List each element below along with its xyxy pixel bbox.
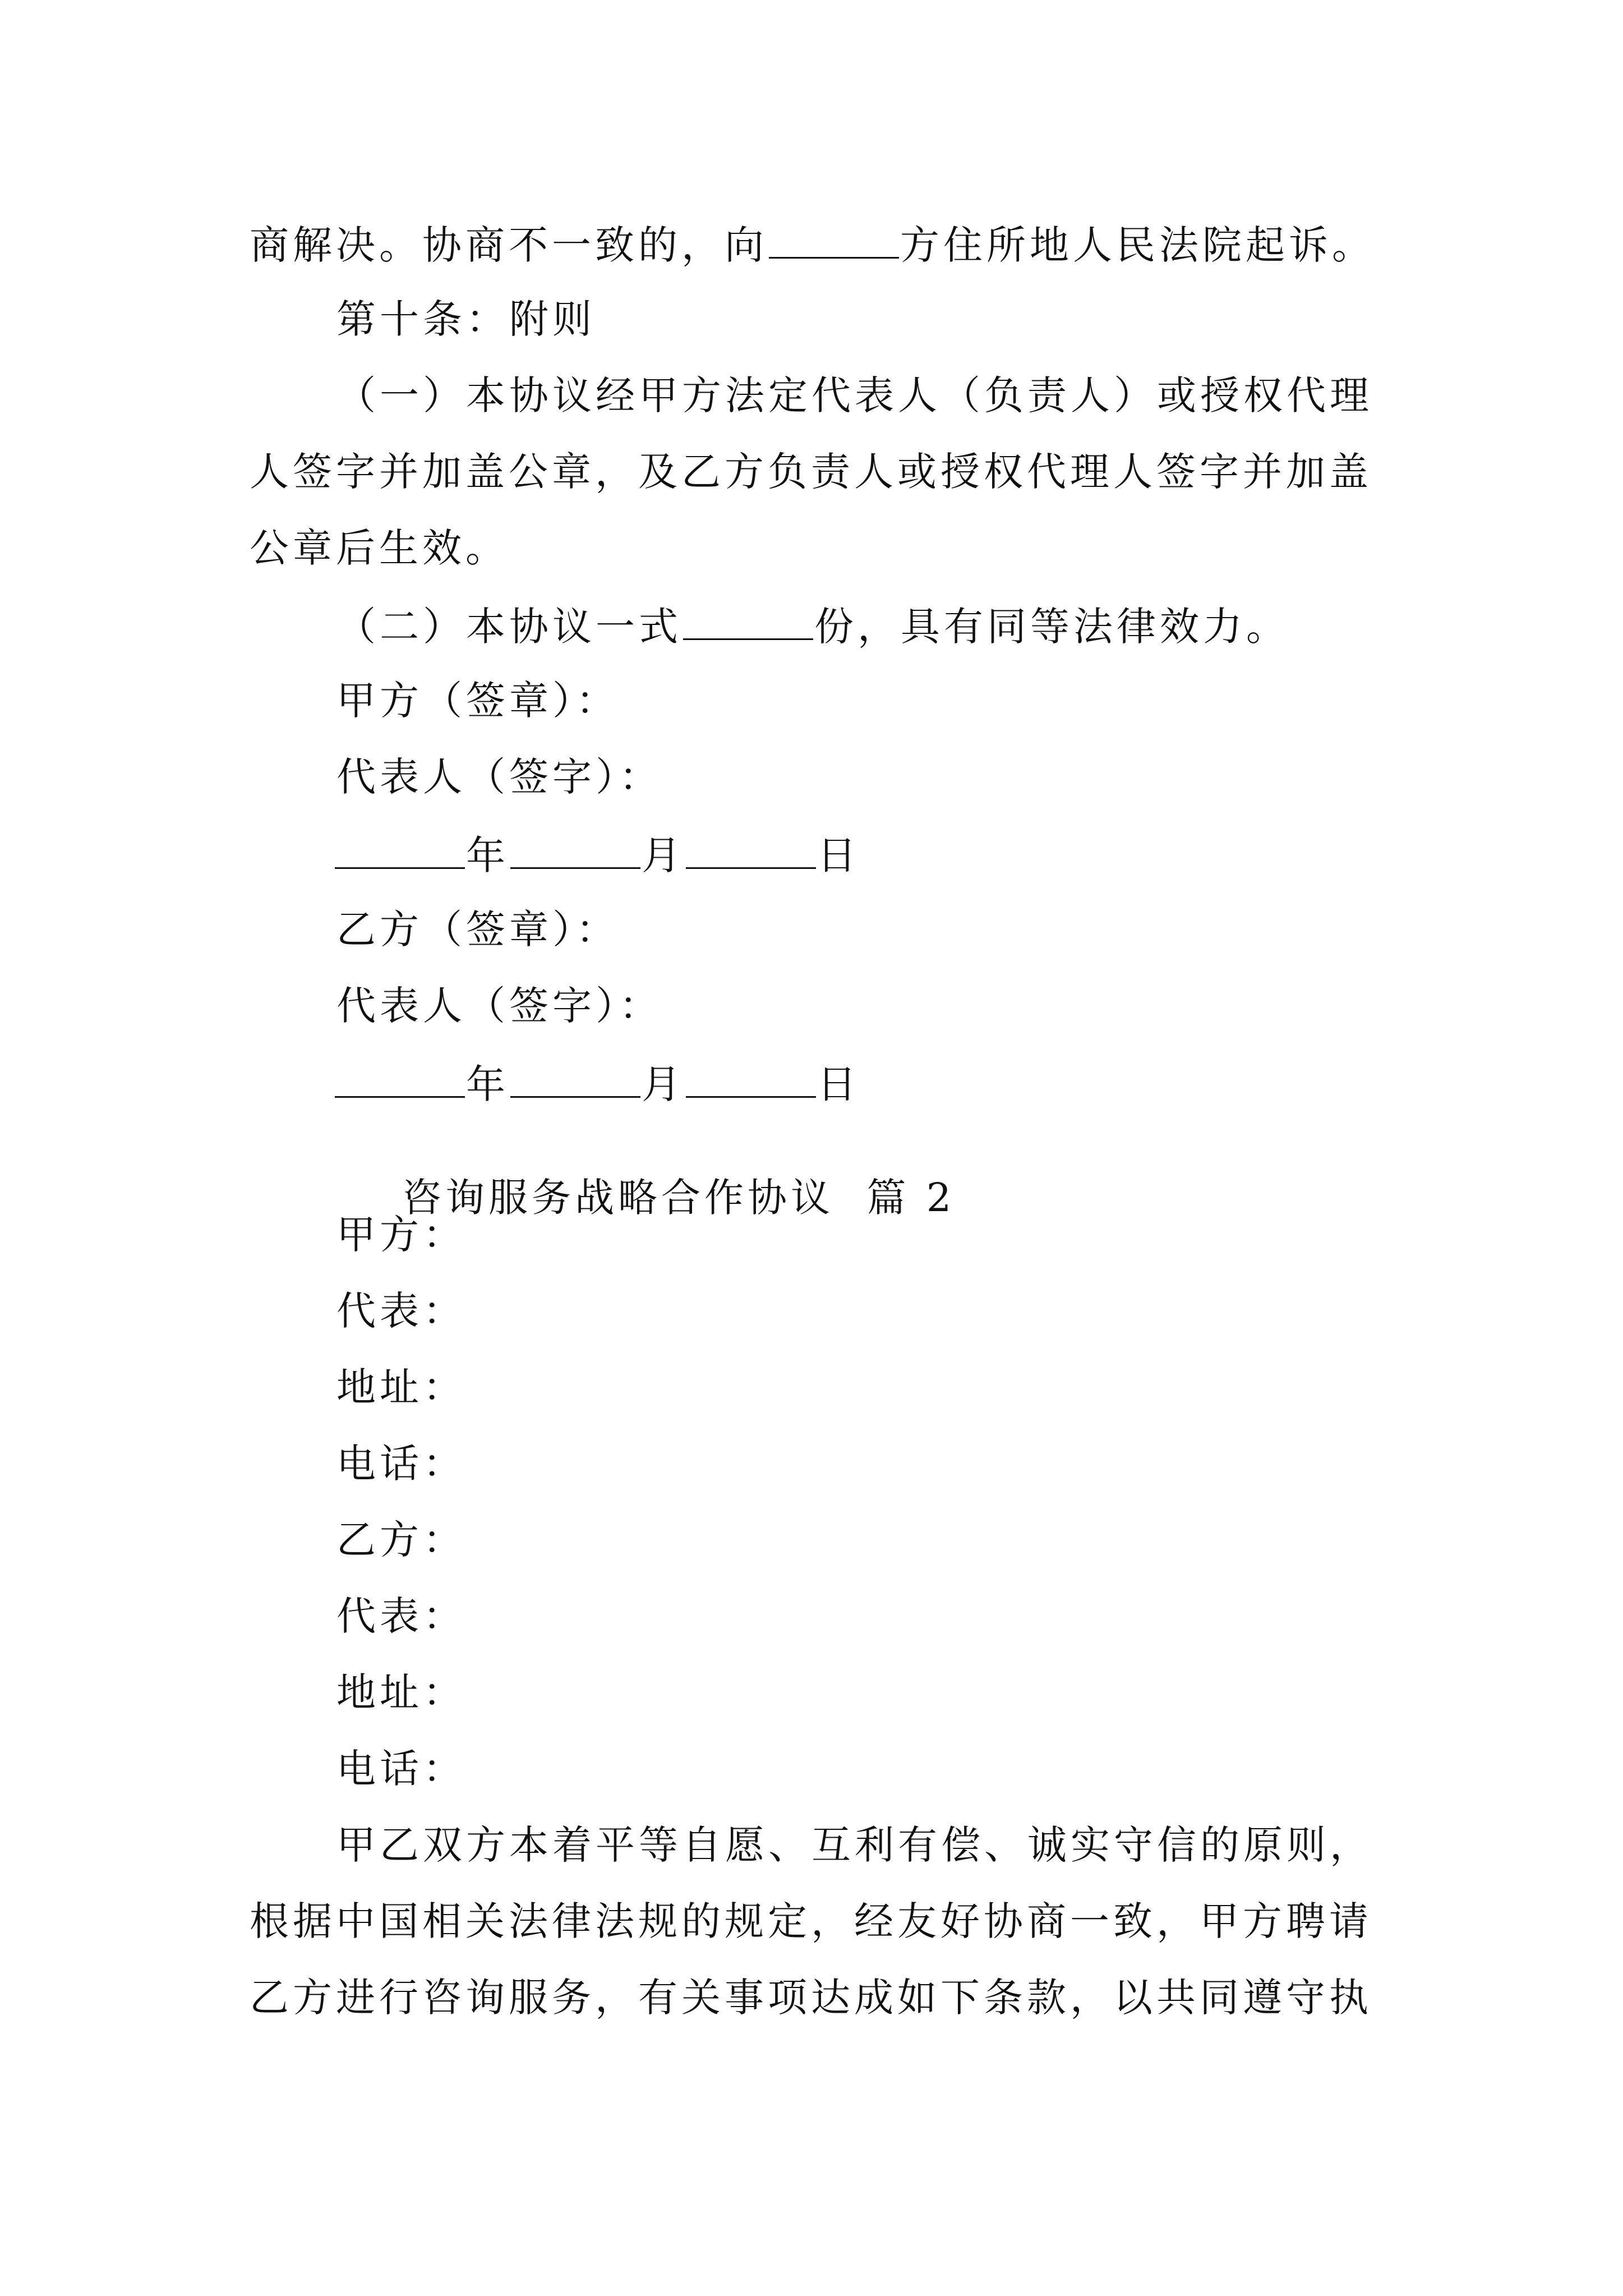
party-field	[336, 1593, 466, 1639]
day-label: 日	[817, 832, 860, 878]
paragraph-line	[250, 525, 509, 571]
text: 乙方：	[336, 1517, 466, 1563]
text: 甲方：	[336, 1212, 466, 1258]
text: 份，具有同等法律效力。	[814, 604, 1289, 650]
fill-in-blank	[510, 1062, 640, 1098]
text: 代表人（签字）：	[336, 754, 662, 800]
text: 代表人（签字）：	[336, 983, 662, 1029]
fill-in-blank	[686, 1062, 816, 1098]
text: 咨询服务战略合作协议 篇 2	[402, 1175, 956, 1221]
text: 地址：	[336, 1364, 466, 1410]
fill-in-blank	[769, 223, 899, 259]
text: 甲乙双方本着平等自愿、互利有偿、诚实守信的原则，	[336, 1822, 1373, 1868]
paragraph-line	[250, 449, 1372, 495]
text: 乙方（签章）：	[336, 907, 619, 953]
fill-in-blank	[335, 1062, 465, 1098]
fill-in-blank	[335, 834, 465, 869]
party-field	[336, 1364, 466, 1410]
party-field	[336, 1441, 466, 1487]
text: 地址：	[336, 1669, 466, 1715]
text: 人签字并加盖公章，及乙方负责人或授权代理人签字并加盖	[250, 449, 1372, 495]
signature-label	[336, 754, 662, 800]
paragraph-line	[336, 372, 1373, 418]
party-field	[336, 1669, 466, 1715]
party-field	[336, 1517, 466, 1563]
date-line	[334, 1061, 860, 1107]
month-label: 月	[642, 832, 685, 878]
text: 甲方（签章）：	[336, 678, 619, 724]
paragraph-line	[250, 1898, 1372, 1944]
party-field	[336, 1212, 466, 1258]
fill-in-blank	[510, 834, 640, 869]
text: 方住所地人民法院起诉。	[900, 222, 1375, 268]
day-label: 日	[817, 1061, 860, 1107]
year-label: 年	[466, 1061, 509, 1107]
text: 代表：	[336, 1593, 466, 1639]
fill-in-blank	[683, 605, 813, 640]
text: （二）本协议一式	[336, 604, 682, 650]
paragraph-line	[336, 1822, 1373, 1868]
paragraph-line	[250, 1975, 1372, 2021]
signature-label	[336, 983, 662, 1029]
text: 乙方进行咨询服务，有关事项达成如下条款，以共同遵守执	[250, 1975, 1372, 2021]
text: 商解决。协商不一致的，向	[250, 222, 768, 268]
text: 电话：	[336, 1441, 466, 1487]
text: 根据中国相关法律法规的规定，经友好协商一致，甲方聘请	[250, 1898, 1372, 1944]
date-line	[334, 832, 860, 878]
paragraph-line	[250, 222, 1375, 268]
fill-in-blank	[686, 834, 816, 869]
month-label: 月	[642, 1061, 685, 1107]
section-heading	[336, 296, 596, 342]
year-label: 年	[466, 832, 509, 878]
party-field	[336, 1288, 466, 1334]
party-field	[336, 1746, 466, 1792]
signature-label	[336, 678, 619, 724]
signature-label	[336, 907, 619, 953]
text: 代表：	[336, 1288, 466, 1334]
text: 第十条：附则	[336, 296, 596, 342]
text: （一）本协议经甲方法定代表人（负责人）或授权代理	[336, 372, 1373, 418]
paragraph-line	[336, 604, 1289, 650]
text: 公章后生效。	[250, 525, 509, 571]
text: 电话：	[336, 1746, 466, 1792]
